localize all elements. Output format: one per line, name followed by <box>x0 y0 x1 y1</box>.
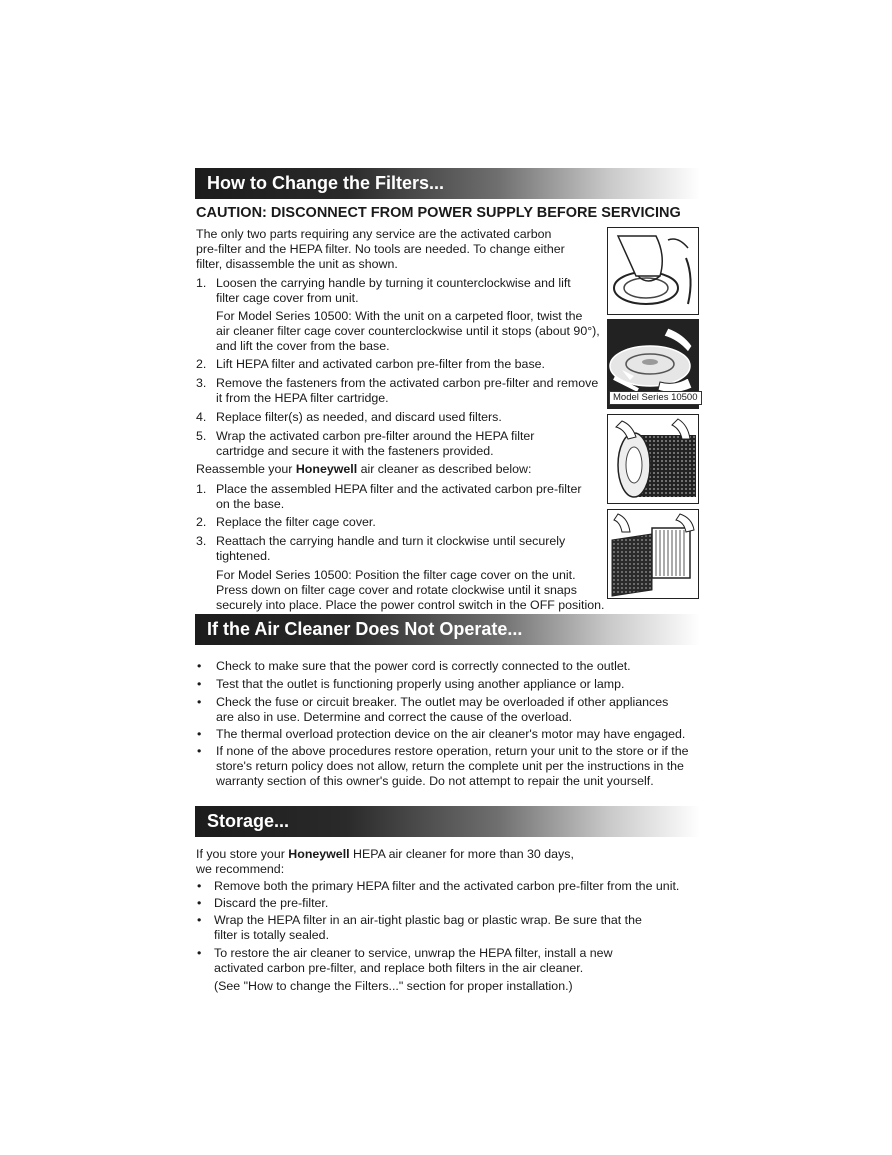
list-item: The thermal overload protection device on the air cleaner's motor may have engaged. <box>216 727 686 741</box>
bullet-marker: • <box>197 677 202 691</box>
list-item: To restore the air cleaner to service, unwrap the HEPA filter, install a new <box>214 946 613 960</box>
reassemble-intro: Reassemble your Honeywell air cleaner as described below: <box>196 462 532 476</box>
intro-line-3: filter, disassemble the unit as shown. <box>196 257 398 271</box>
step-text: Loosen the carrying handle by turning it counterclockwise and lift <box>216 276 571 290</box>
illustration-caption: Model Series 10500 <box>609 391 702 405</box>
bullet-marker: • <box>197 913 202 927</box>
model-note: Press down on filter cage cover and rotate clockwise until it snaps <box>216 583 577 597</box>
step-number: 1. <box>196 276 207 290</box>
model-note: securely into place. Place the power control switch in the OFF position. <box>216 598 605 612</box>
section-heading-storage: Storage... <box>195 806 700 837</box>
list-item: activated carbon pre-filter, and replace both filters in the air cleaner. <box>214 961 584 975</box>
list-item: store's return policy does not allow, return the complete unit per the instructions in the <box>216 759 684 773</box>
step-text: on the base. <box>216 497 285 511</box>
list-item: are also in use. Determine and correct the cause of the overload. <box>216 710 573 724</box>
step-text: Wrap the activated carbon pre-filter around the HEPA filter <box>216 429 535 443</box>
list-item: Remove both the primary HEPA filter and the activated carbon pre-filter from the unit. <box>214 879 680 893</box>
section-heading-not-operate: If the Air Cleaner Does Not Operate... <box>195 614 700 645</box>
list-item: warranty section of this owner's guide. Do not attempt to repair the unit yourself. <box>216 774 654 788</box>
step-text: Replace filter(s) as needed, and discard used filters. <box>216 410 502 424</box>
list-item: filter is totally sealed. <box>214 928 330 942</box>
step-number: 1. <box>196 482 207 496</box>
step-text: Lift HEPA filter and activated carbon pre-filter from the base. <box>216 357 545 371</box>
model-note: For Model Series 10500: Position the filter cage cover on the unit. <box>216 568 576 582</box>
list-item: Test that the outlet is functioning properly using another appliance or lamp. <box>216 677 625 691</box>
step-text: filter cage cover from unit. <box>216 291 359 305</box>
list-item: Discard the pre-filter. <box>214 896 329 910</box>
bullet-marker: • <box>197 695 202 709</box>
step-number: 2. <box>196 515 207 529</box>
step-text: Replace the filter cage cover. <box>216 515 376 529</box>
step-number: 3. <box>196 376 207 390</box>
list-item: Check to make sure that the power cord is correctly connected to the outlet. <box>216 659 631 673</box>
step-text: Reattach the carrying handle and turn it clockwise until securely <box>216 534 566 548</box>
step-number: 5. <box>196 429 207 443</box>
list-item: Check the fuse or circuit breaker. The outlet may be overloaded if other appliances <box>216 695 669 709</box>
bullet-marker: • <box>197 659 202 673</box>
bullet-marker: • <box>197 744 202 758</box>
step-text: it from the HEPA filter cartridge. <box>216 391 389 405</box>
model-note: and lift the cover from the base. <box>216 339 390 353</box>
step-text: tightened. <box>216 549 271 563</box>
model-note: air cleaner filter cage cover counterclockwise until it stops (about 90°), <box>216 324 600 338</box>
step-text: Place the assembled HEPA filter and the activated carbon pre-filter <box>216 482 582 496</box>
list-item: If none of the above procedures restore operation, return your unit to the store or if the <box>216 744 689 758</box>
step-number: 3. <box>196 534 207 548</box>
storage-intro: we recommend: <box>196 862 285 876</box>
brand-name: Honeywell <box>295 462 358 476</box>
step-number: 2. <box>196 357 207 371</box>
caution-notice: CAUTION: DISCONNECT FROM POWER SUPPLY BEFORE SERVICING <box>196 205 681 221</box>
list-item: Wrap the HEPA filter in an air-tight plastic bag or plastic wrap. Be sure that the <box>214 913 642 927</box>
model-note: For Model Series 10500: With the unit on a carpeted floor, twist the <box>216 309 583 323</box>
step-text: Remove the fasteners from the activated carbon pre-filter and remove <box>216 376 599 390</box>
step-text: cartridge and secure it with the fasteners provided. <box>216 444 494 458</box>
intro-line-2: pre-filter and the HEPA filter. No tools are needed. To change either <box>196 242 565 256</box>
illustration-wrap-prefilter <box>607 509 699 599</box>
storage-note: (See "How to change the Filters..." section for proper installation.) <box>214 979 573 993</box>
step-number: 4. <box>196 410 207 424</box>
section-heading-change-filters: How to Change the Filters... <box>195 168 700 199</box>
illustration-remove-prefilter <box>607 414 699 504</box>
illustration-loosen-handle <box>607 227 699 315</box>
bullet-marker: • <box>197 896 202 910</box>
bullet-marker: • <box>197 727 202 741</box>
bullet-marker: • <box>197 946 202 960</box>
intro-line-1: The only two parts requiring any service are the activated carbon <box>196 227 552 241</box>
storage-intro: If you store your Honeywell HEPA air cleaner for more than 30 days, <box>196 847 574 861</box>
bullet-marker: • <box>197 879 202 893</box>
brand-name: Honeywell <box>288 847 350 861</box>
